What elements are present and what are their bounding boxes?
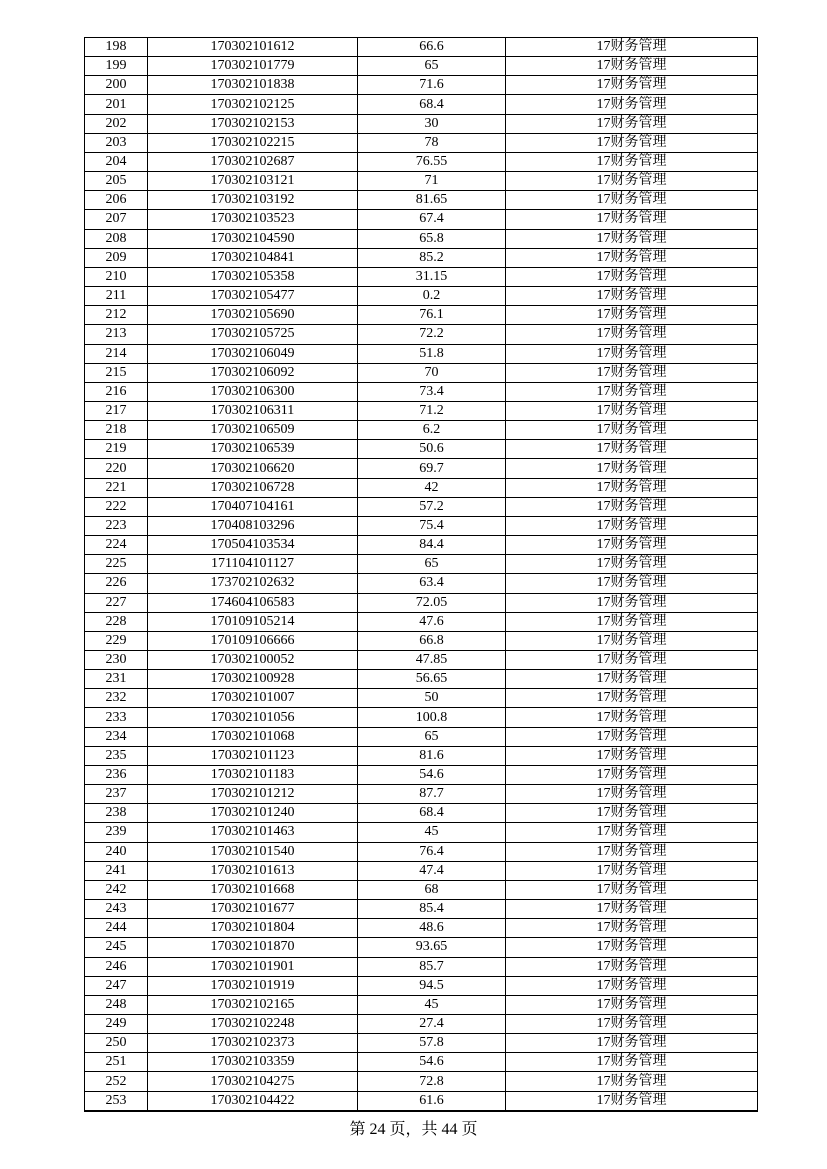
- score-cell: 76.4: [358, 842, 506, 861]
- candidate-id-cell: 170302106300: [148, 382, 358, 401]
- major-cell: 17财务管理: [506, 727, 758, 746]
- seq-cell: 235: [85, 746, 148, 765]
- seq-cell: 231: [85, 670, 148, 689]
- major-cell: 17财务管理: [506, 1014, 758, 1033]
- major-cell: 17财务管理: [506, 746, 758, 765]
- major-cell: 17财务管理: [506, 976, 758, 995]
- seq-cell: 206: [85, 191, 148, 210]
- table-row: [85, 325, 758, 344]
- score-cell: 27.4: [358, 1014, 506, 1033]
- table-row: [85, 708, 758, 727]
- candidate-id-cell: 170302101838: [148, 76, 358, 95]
- table-row: [85, 900, 758, 919]
- score-cell: 94.5: [358, 976, 506, 995]
- table-row: [85, 823, 758, 842]
- table-row: [85, 670, 758, 689]
- major-cell: 17财务管理: [506, 325, 758, 344]
- score-cell: 84.4: [358, 536, 506, 555]
- table-row: [85, 1091, 758, 1111]
- score-cell: 71: [358, 172, 506, 191]
- seq-cell: 241: [85, 861, 148, 880]
- seq-cell: 221: [85, 478, 148, 497]
- seq-cell: 236: [85, 765, 148, 784]
- score-cell: 71.2: [358, 401, 506, 420]
- seq-cell: 198: [85, 38, 148, 57]
- seq-cell: 228: [85, 612, 148, 631]
- candidate-id-cell: 170302103523: [148, 210, 358, 229]
- major-cell: 17财务管理: [506, 785, 758, 804]
- seq-cell: 201: [85, 95, 148, 114]
- major-cell: 17财务管理: [506, 593, 758, 612]
- seq-cell: 244: [85, 919, 148, 938]
- major-cell: 17财务管理: [506, 497, 758, 516]
- candidate-id-cell: 170302101007: [148, 689, 358, 708]
- major-cell: 17财务管理: [506, 114, 758, 133]
- candidate-id-cell: 170302101463: [148, 823, 358, 842]
- table-row: [85, 804, 758, 823]
- score-cell: 93.65: [358, 938, 506, 957]
- major-cell: 17财务管理: [506, 555, 758, 574]
- table-row: [85, 765, 758, 784]
- score-cell: 57.2: [358, 497, 506, 516]
- table-row: [85, 114, 758, 133]
- score-cell: 81.6: [358, 746, 506, 765]
- score-cell: 72.05: [358, 593, 506, 612]
- score-cell: 68.4: [358, 95, 506, 114]
- candidate-id-cell: 170504103534: [148, 536, 358, 555]
- major-cell: 17财务管理: [506, 536, 758, 555]
- major-cell: 17财务管理: [506, 689, 758, 708]
- table-row: [85, 287, 758, 306]
- seq-cell: 247: [85, 976, 148, 995]
- table-row: [85, 191, 758, 210]
- candidate-id-cell: 170302102125: [148, 95, 358, 114]
- major-cell: 17财务管理: [506, 133, 758, 152]
- table-row: [85, 172, 758, 191]
- score-cell: 76.55: [358, 152, 506, 171]
- major-cell: 17财务管理: [506, 631, 758, 650]
- score-cell: 57.8: [358, 1034, 506, 1053]
- table-row: [85, 210, 758, 229]
- major-cell: 17财务管理: [506, 38, 758, 57]
- seq-cell: 225: [85, 555, 148, 574]
- score-cell: 65.8: [358, 229, 506, 248]
- table-row: [85, 746, 758, 765]
- table-row: [85, 76, 758, 95]
- major-cell: 17财务管理: [506, 401, 758, 420]
- candidate-id-cell: 170407104161: [148, 497, 358, 516]
- score-cell: 85.4: [358, 900, 506, 919]
- candidate-id-cell: 170302106509: [148, 421, 358, 440]
- candidate-id-cell: 170302101056: [148, 708, 358, 727]
- table-row: [85, 919, 758, 938]
- score-cell: 71.6: [358, 76, 506, 95]
- score-cell: 31.15: [358, 267, 506, 286]
- score-cell: 68: [358, 880, 506, 899]
- candidate-id-cell: 170302101668: [148, 880, 358, 899]
- candidate-id-cell: 173702102632: [148, 574, 358, 593]
- table-row: [85, 536, 758, 555]
- seq-cell: 243: [85, 900, 148, 919]
- candidate-id-cell: 170302101804: [148, 919, 358, 938]
- candidate-id-cell: 170302101240: [148, 804, 358, 823]
- candidate-id-cell: 170302104275: [148, 1072, 358, 1091]
- seq-cell: 245: [85, 938, 148, 957]
- table-row: [85, 363, 758, 382]
- candidate-id-cell: 170302102248: [148, 1014, 358, 1033]
- candidate-id-cell: 170302100052: [148, 651, 358, 670]
- table-row: [85, 727, 758, 746]
- seq-cell: 200: [85, 76, 148, 95]
- table-row: [85, 574, 758, 593]
- seq-cell: 246: [85, 957, 148, 976]
- major-cell: 17财务管理: [506, 938, 758, 957]
- seq-cell: 213: [85, 325, 148, 344]
- score-cell: 47.85: [358, 651, 506, 670]
- major-cell: 17财务管理: [506, 995, 758, 1014]
- table-row: [85, 880, 758, 899]
- candidate-id-cell: 170302103359: [148, 1053, 358, 1072]
- major-cell: 17财务管理: [506, 708, 758, 727]
- major-cell: 17财务管理: [506, 248, 758, 267]
- score-cell: 0.2: [358, 287, 506, 306]
- seq-cell: 252: [85, 1072, 148, 1091]
- seq-cell: 222: [85, 497, 148, 516]
- score-cell: 63.4: [358, 574, 506, 593]
- score-cell: 47.4: [358, 861, 506, 880]
- seq-cell: 208: [85, 229, 148, 248]
- candidate-id-cell: 170302106311: [148, 401, 358, 420]
- candidate-id-cell: 170302101612: [148, 38, 358, 57]
- table-row: [85, 1053, 758, 1072]
- score-cell: 45: [358, 823, 506, 842]
- major-cell: 17财务管理: [506, 919, 758, 938]
- table-row: [85, 152, 758, 171]
- table-row: [85, 1072, 758, 1091]
- page-footer: 第 24 页，共 44 页: [349, 1121, 478, 1138]
- candidate-id-cell: 170302101540: [148, 842, 358, 861]
- table-row: [85, 248, 758, 267]
- table-row: [85, 957, 758, 976]
- major-cell: 17财务管理: [506, 363, 758, 382]
- major-cell: 17财务管理: [506, 210, 758, 229]
- table-row: [85, 440, 758, 459]
- score-cell: 70: [358, 363, 506, 382]
- candidate-id-cell: 170302105477: [148, 287, 358, 306]
- candidate-id-cell: 170302103121: [148, 172, 358, 191]
- seq-cell: 199: [85, 57, 148, 76]
- seq-cell: 230: [85, 651, 148, 670]
- score-cell: 6.2: [358, 421, 506, 440]
- table-row: [85, 459, 758, 478]
- table-row: [85, 478, 758, 497]
- seq-cell: 205: [85, 172, 148, 191]
- seq-cell: 204: [85, 152, 148, 171]
- major-cell: 17财务管理: [506, 1072, 758, 1091]
- table-row: [85, 401, 758, 420]
- table-row: [85, 267, 758, 286]
- candidate-id-cell: 171104101127: [148, 555, 358, 574]
- seq-cell: 202: [85, 114, 148, 133]
- seq-cell: 233: [85, 708, 148, 727]
- table-row: [85, 382, 758, 401]
- seq-cell: 209: [85, 248, 148, 267]
- major-cell: 17财务管理: [506, 900, 758, 919]
- candidate-id-cell: 170302105690: [148, 306, 358, 325]
- major-cell: 17财务管理: [506, 651, 758, 670]
- seq-cell: 223: [85, 516, 148, 535]
- seq-cell: 249: [85, 1014, 148, 1033]
- score-cell: 65: [358, 727, 506, 746]
- table-row: [85, 976, 758, 995]
- table-row: [85, 689, 758, 708]
- table-row: [85, 497, 758, 516]
- seq-cell: 253: [85, 1091, 148, 1111]
- seq-cell: 220: [85, 459, 148, 478]
- candidate-id-cell: 170302104590: [148, 229, 358, 248]
- seq-cell: 229: [85, 631, 148, 650]
- major-cell: 17财务管理: [506, 670, 758, 689]
- major-cell: 17财务管理: [506, 574, 758, 593]
- major-cell: 17财务管理: [506, 306, 758, 325]
- score-cell: 76.1: [358, 306, 506, 325]
- seq-cell: 234: [85, 727, 148, 746]
- table-row: [85, 516, 758, 535]
- candidate-id-cell: 170302106049: [148, 344, 358, 363]
- seq-cell: 227: [85, 593, 148, 612]
- score-cell: 56.65: [358, 670, 506, 689]
- major-cell: 17财务管理: [506, 880, 758, 899]
- seq-cell: 226: [85, 574, 148, 593]
- seq-cell: 214: [85, 344, 148, 363]
- seq-cell: 219: [85, 440, 148, 459]
- seq-cell: 232: [85, 689, 148, 708]
- candidate-id-cell: 170302106620: [148, 459, 358, 478]
- seq-cell: 218: [85, 421, 148, 440]
- score-cell: 67.4: [358, 210, 506, 229]
- major-cell: 17财务管理: [506, 267, 758, 286]
- seq-cell: 212: [85, 306, 148, 325]
- major-cell: 17财务管理: [506, 57, 758, 76]
- table-row: [85, 306, 758, 325]
- seq-cell: 242: [85, 880, 148, 899]
- score-cell: 85.7: [358, 957, 506, 976]
- candidate-id-cell: 170302101919: [148, 976, 358, 995]
- major-cell: 17财务管理: [506, 842, 758, 861]
- table-row: [85, 555, 758, 574]
- table-row: [85, 1014, 758, 1033]
- seq-cell: 203: [85, 133, 148, 152]
- major-cell: 17财务管理: [506, 765, 758, 784]
- table-row: [85, 651, 758, 670]
- major-cell: 17财务管理: [506, 1053, 758, 1072]
- candidate-id-cell: 170302106539: [148, 440, 358, 459]
- candidate-id-cell: 174604106583: [148, 593, 358, 612]
- candidate-id-cell: 170109105214: [148, 612, 358, 631]
- major-cell: 17财务管理: [506, 191, 758, 210]
- major-cell: 17财务管理: [506, 823, 758, 842]
- seq-cell: 217: [85, 401, 148, 420]
- candidate-id-cell: 170408103296: [148, 516, 358, 535]
- score-cell: 45: [358, 995, 506, 1014]
- table-row: [85, 229, 758, 248]
- major-cell: 17财务管理: [506, 861, 758, 880]
- major-cell: 17财务管理: [506, 804, 758, 823]
- major-cell: 17财务管理: [506, 478, 758, 497]
- score-cell: 72.2: [358, 325, 506, 344]
- table-row: [85, 938, 758, 957]
- candidate-id-cell: 170302104841: [148, 248, 358, 267]
- candidate-id-cell: 170302104422: [148, 1091, 358, 1111]
- seq-cell: 239: [85, 823, 148, 842]
- score-cell: 75.4: [358, 516, 506, 535]
- candidate-id-cell: 170302101183: [148, 765, 358, 784]
- major-cell: 17财务管理: [506, 459, 758, 478]
- score-cell: 50.6: [358, 440, 506, 459]
- score-cell: 51.8: [358, 344, 506, 363]
- candidate-id-cell: 170302102687: [148, 152, 358, 171]
- score-cell: 85.2: [358, 248, 506, 267]
- seq-cell: 215: [85, 363, 148, 382]
- major-cell: 17财务管理: [506, 957, 758, 976]
- major-cell: 17财务管理: [506, 172, 758, 191]
- table-row: [85, 612, 758, 631]
- table-row: [85, 593, 758, 612]
- candidate-id-cell: 170109106666: [148, 631, 358, 650]
- major-cell: 17财务管理: [506, 1091, 758, 1111]
- major-cell: 17财务管理: [506, 516, 758, 535]
- major-cell: 17财务管理: [506, 95, 758, 114]
- table-row: [85, 133, 758, 152]
- candidate-id-cell: 170302101901: [148, 957, 358, 976]
- table-row: [85, 785, 758, 804]
- major-cell: 17财务管理: [506, 612, 758, 631]
- major-cell: 17财务管理: [506, 152, 758, 171]
- candidate-id-cell: 170302101212: [148, 785, 358, 804]
- score-cell: 87.7: [358, 785, 506, 804]
- seq-cell: 250: [85, 1034, 148, 1053]
- score-cell: 54.6: [358, 765, 506, 784]
- candidate-id-cell: 170302105725: [148, 325, 358, 344]
- score-cell: 69.7: [358, 459, 506, 478]
- score-cell: 81.65: [358, 191, 506, 210]
- candidate-id-cell: 170302101779: [148, 57, 358, 76]
- score-table: [84, 37, 758, 1112]
- major-cell: 17财务管理: [506, 287, 758, 306]
- major-cell: 17财务管理: [506, 229, 758, 248]
- score-cell: 50: [358, 689, 506, 708]
- table-row: [85, 57, 758, 76]
- seq-cell: 238: [85, 804, 148, 823]
- score-cell: 61.6: [358, 1091, 506, 1111]
- major-cell: 17财务管理: [506, 382, 758, 401]
- seq-cell: 211: [85, 287, 148, 306]
- major-cell: 17财务管理: [506, 344, 758, 363]
- candidate-id-cell: 170302101870: [148, 938, 358, 957]
- score-cell: 72.8: [358, 1072, 506, 1091]
- seq-cell: 207: [85, 210, 148, 229]
- seq-cell: 216: [85, 382, 148, 401]
- score-cell: 73.4: [358, 382, 506, 401]
- candidate-id-cell: 170302102165: [148, 995, 358, 1014]
- candidate-id-cell: 170302102153: [148, 114, 358, 133]
- table-row: [85, 842, 758, 861]
- score-cell: 65: [358, 57, 506, 76]
- major-cell: 17财务管理: [506, 76, 758, 95]
- candidate-id-cell: 170302102215: [148, 133, 358, 152]
- table-row: [85, 38, 758, 57]
- score-cell: 48.6: [358, 919, 506, 938]
- table-row: [85, 421, 758, 440]
- table-row: [85, 95, 758, 114]
- candidate-id-cell: 170302106728: [148, 478, 358, 497]
- score-cell: 66.8: [358, 631, 506, 650]
- table-row: [85, 995, 758, 1014]
- score-cell: 68.4: [358, 804, 506, 823]
- major-cell: 17财务管理: [506, 421, 758, 440]
- table-row: [85, 344, 758, 363]
- table-row: [85, 861, 758, 880]
- seq-cell: 240: [85, 842, 148, 861]
- table-row: [85, 1034, 758, 1053]
- score-cell: 66.6: [358, 38, 506, 57]
- score-cell: 100.8: [358, 708, 506, 727]
- major-cell: 17财务管理: [506, 440, 758, 459]
- major-cell: 17财务管理: [506, 1034, 758, 1053]
- score-cell: 78: [358, 133, 506, 152]
- table-row: [85, 631, 758, 650]
- score-cell: 54.6: [358, 1053, 506, 1072]
- candidate-id-cell: 170302106092: [148, 363, 358, 382]
- results-table-body: [85, 38, 758, 1112]
- seq-cell: 237: [85, 785, 148, 804]
- candidate-id-cell: 170302101068: [148, 727, 358, 746]
- candidate-id-cell: 170302101677: [148, 900, 358, 919]
- seq-cell: 251: [85, 1053, 148, 1072]
- score-cell: 47.6: [358, 612, 506, 631]
- seq-cell: 248: [85, 995, 148, 1014]
- candidate-id-cell: 170302101123: [148, 746, 358, 765]
- candidate-id-cell: 170302103192: [148, 191, 358, 210]
- seq-cell: 210: [85, 267, 148, 286]
- score-cell: 42: [358, 478, 506, 497]
- seq-cell: 224: [85, 536, 148, 555]
- candidate-id-cell: 170302100928: [148, 670, 358, 689]
- score-cell: 65: [358, 555, 506, 574]
- score-cell: 30: [358, 114, 506, 133]
- candidate-id-cell: 170302101613: [148, 861, 358, 880]
- candidate-id-cell: 170302105358: [148, 267, 358, 286]
- candidate-id-cell: 170302102373: [148, 1034, 358, 1053]
